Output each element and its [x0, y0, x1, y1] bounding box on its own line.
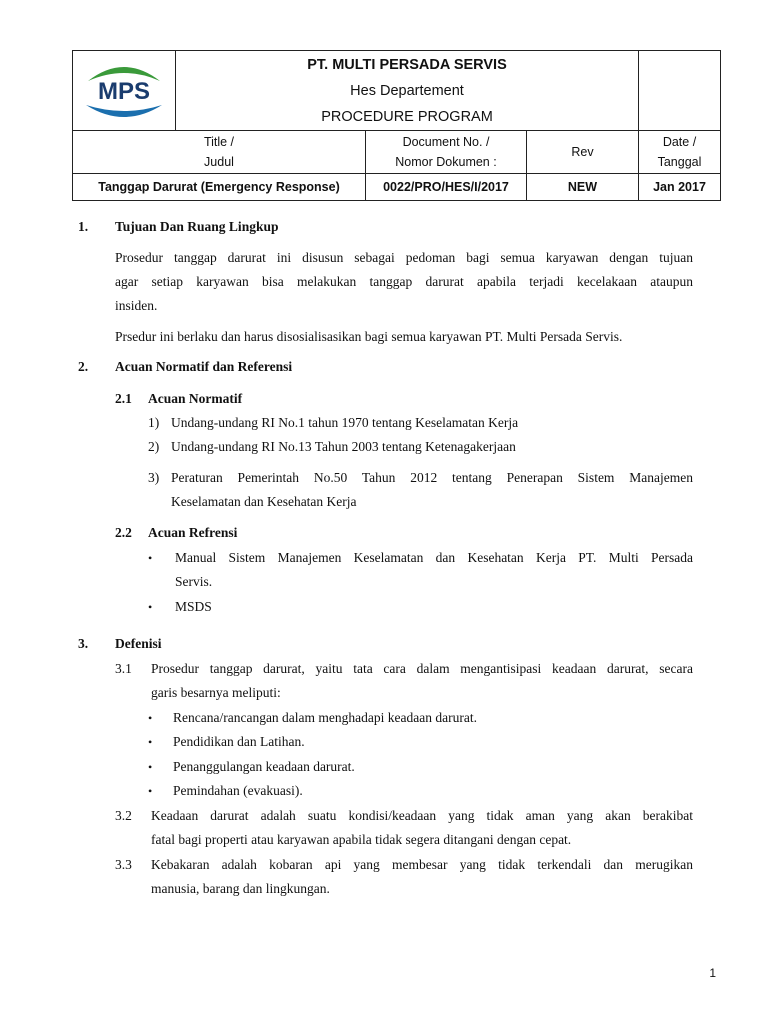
def-3-2-line-2: fatal bagi properti atau karyawan apabila tidak segera ditangani dengan cepat. [151, 832, 572, 847]
ref-item-2-number: 2) [148, 439, 160, 454]
def-3-1-bullet-2: Pendidikan dan Latihan. [173, 734, 305, 749]
acuan-ref-2: MSDS [175, 599, 212, 614]
section-1-p1-line-1: Prosedur tanggap darurat ini disusun sebagai pedoman bagi semua karyawan dengan tujuan [115, 250, 693, 265]
section-3-heading: Defenisi [115, 636, 162, 651]
section-2-2-heading: Acuan Refrensi [148, 525, 238, 540]
section-2-1-number: 2.1 [115, 391, 132, 406]
rev-label: Rev [571, 145, 594, 159]
def-3-1-line-1: Prosedur tanggap darurat, yaitu tata cara dalam mengantisipasi keadaan darurat, secara [151, 661, 693, 676]
bullet-icon: • [148, 784, 153, 798]
section-3-number: 3. [78, 636, 89, 651]
docno-value: 0022/PRO/HES/I/2017 [383, 180, 509, 194]
page-number: 1 [709, 966, 716, 980]
section-1-p2: Prsedur ini berlaku dan harus disosialisasikan bagi semua karyawan PT. Multi Persada Servis. [115, 329, 623, 344]
def-3-3-line-2: manusia, barang dan lingkungan. [151, 881, 330, 896]
date-value: Jan 2017 [653, 180, 706, 194]
acuan-ref-1-line-1: Manual Sistem Manajemen Keselamatan dan Kesehatan Kerja PT. Multi Persada [175, 550, 693, 565]
program-name: PROCEDURE PROGRAM [321, 108, 493, 125]
ref-item-3-number: 3) [148, 470, 160, 485]
docno-label-1: Document No. / [402, 135, 490, 149]
ref-item-2-text: Undang-undang RI No.13 Tahun 2003 tentang Ketenagakerjaan [171, 439, 516, 454]
section-2-heading: Acuan Normatif dan Referensi [115, 359, 293, 374]
section-1-p1-line-2: agar setiap karyawan bisa melakukan tanggap darurat apabila terjadi kecelakaan ataupun [115, 274, 693, 289]
bullet-icon: • [148, 600, 153, 614]
def-3-1-line-2: garis besarnya meliputi: [151, 685, 281, 700]
def-3-1-number: 3.1 [115, 661, 132, 676]
def-3-3-number: 3.3 [115, 857, 132, 872]
date-label-2: Tanggal [657, 155, 702, 169]
section-1-number: 1. [78, 219, 89, 234]
date-label-1: Date / [662, 135, 697, 149]
ref-item-3-text-line-2: Keselamatan dan Kesehatan Kerja [171, 494, 357, 509]
section-2-1-heading: Acuan Normatif [148, 391, 243, 406]
acuan-ref-1-line-2: Servis. [175, 574, 213, 589]
rev-value: NEW [567, 180, 598, 194]
title-label-1: Title / [203, 135, 235, 149]
def-3-2-number: 3.2 [115, 808, 132, 823]
def-3-2-line-1: Keadaan darurat adalah suatu kondisi/keadaan yang tidak aman yang akan berakibat [151, 808, 693, 823]
section-2-number: 2. [78, 359, 89, 374]
section-1-p1-line-3: insiden. [115, 298, 158, 313]
company-name: PT. MULTI PERSADA SERVIS [307, 56, 507, 73]
department-name: Hes Departement [350, 82, 464, 99]
bullet-icon: • [148, 735, 153, 749]
def-3-1-bullet-1: Rencana/rancangan dalam menghadapi keadaan darurat. [173, 710, 477, 725]
ref-item-1-number: 1) [148, 415, 160, 430]
docno-label-2: Nomor Dokumen : [395, 155, 497, 169]
bullet-icon: • [148, 760, 153, 774]
bullet-icon: • [148, 711, 153, 725]
def-3-1-bullet-4: Pemindahan (evakuasi). [173, 783, 303, 798]
def-3-1-bullet-3: Penanggulangan keadaan darurat. [173, 759, 355, 774]
logo-text: MPS [97, 77, 151, 105]
ref-item-3-text-line-1: Peraturan Pemerintah No.50 Tahun 2012 tentang Penerapan Sistem Manajemen [171, 470, 693, 485]
section-1-heading: Tujuan Dan Ruang Lingkup [115, 219, 279, 234]
title-value: Tanggap Darurat (Emergency Response) [98, 180, 340, 194]
def-3-3-line-1: Kebakaran adalah kobaran api yang membesar yang tidak terkendali dan merugikan [151, 857, 693, 872]
ref-item-1-text: Undang-undang RI No.1 tahun 1970 tentang Keselamatan Kerja [171, 415, 519, 430]
title-label-2: Judul [204, 155, 234, 169]
bullet-icon: • [148, 551, 153, 565]
section-2-2-number: 2.2 [115, 525, 132, 540]
